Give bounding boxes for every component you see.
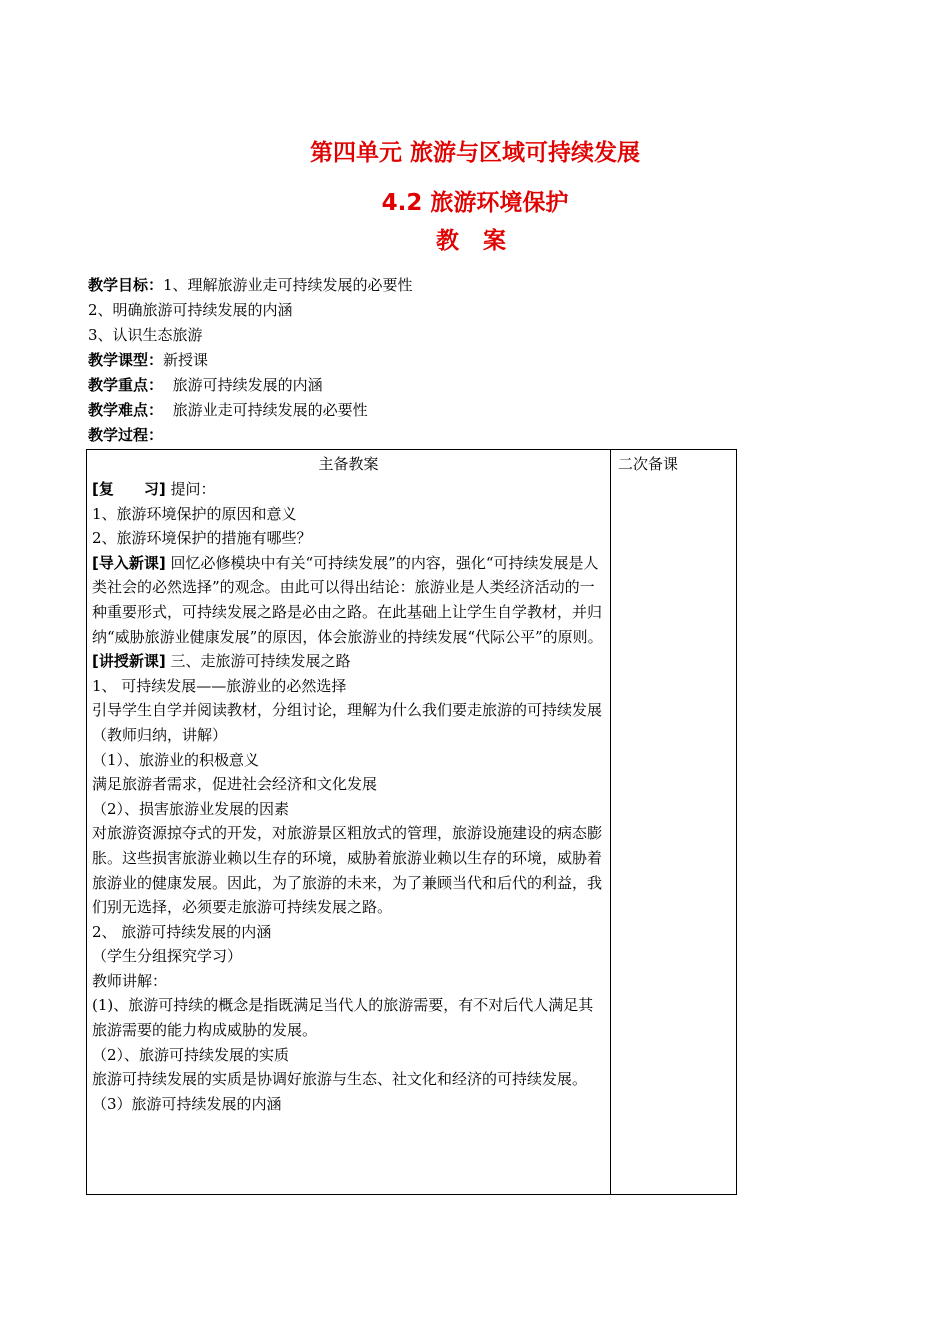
objective-1: 1、理解旅游业走可持续发展的必要性 <box>163 276 413 294</box>
lecture-tag: [讲授新课] <box>92 652 166 671</box>
objective-2: 2、明确旅游可持续发展的内涵 <box>88 301 293 319</box>
section-1-note: （教师归纳，讲解） <box>92 725 228 744</box>
section-2-note: （学生分组探究学习） <box>92 947 243 966</box>
lesson-type-line <box>88 348 208 373</box>
key-point-line <box>88 373 323 398</box>
column-divider <box>610 450 611 1194</box>
review-text: 提问： <box>170 480 216 498</box>
review-tag: [复 习] <box>92 480 166 498</box>
review-question-2: 2、旅游环境保护的措施有哪些？ <box>92 529 312 548</box>
difficulty-label: 教学难点： <box>88 401 164 419</box>
intro-tag: [导入新课] <box>92 553 166 572</box>
objectives-line <box>88 273 413 298</box>
lecture-text: 三、走旅游可持续发展之路 <box>170 652 351 671</box>
intro-paragraph <box>92 551 604 649</box>
unit-title: 第四单元 旅游与区域可持续发展 <box>309 140 640 166</box>
section-2-title: 2、 旅游可持续发展的内涵 <box>92 922 272 941</box>
section-1-point-1-title: （1）、旅游业的积极意义 <box>92 750 260 769</box>
secondary-plan-header: 二次备课 <box>618 455 679 473</box>
doc-type-title: 教 案 <box>435 228 514 254</box>
type-value: 新授课 <box>163 351 209 369</box>
lecture-line <box>92 649 604 674</box>
section-2-point-1: (1)、旅游可持续的概念是指既满足当代人的旅游需要，有不对后代人满足其旅游需要的能力构成威胁的发展。 <box>92 996 594 1040</box>
lesson-title: 4.2 旅游环境保护 <box>381 190 569 216</box>
difficulty-value: 旅游业走可持续发展的必要性 <box>172 401 368 419</box>
main-plan-header: 主备教案 <box>318 455 379 473</box>
lesson-plan-table <box>86 449 737 1195</box>
key-label: 教学重点： <box>88 376 164 394</box>
process-label: 教学过程： <box>88 426 164 444</box>
section-2-point-2-text: 旅游可持续发展的实质是协调好旅游与生态、社文化和经济的可持续发展。 <box>92 1070 588 1089</box>
section-2-teacher: 教师讲解： <box>92 971 168 990</box>
review-line <box>92 477 604 502</box>
section-1-title: 1、 可持续发展——旅游业的必然选择 <box>92 676 347 695</box>
section-1-point-1-text: 满足旅游者需求，促进社会经济和文化发展 <box>92 775 378 794</box>
main-plan-content <box>92 477 604 1116</box>
section-1-point-2-text: 对旅游资源掠夺式的开发，对旅游景区粗放式的管理，旅游设施建设的病态膨胀。这些损害旅游业赖以生存的环境，威胁着旅游业赖以生存的环境，威胁着旅游业的健康发展。因此，为了旅游的未来，为了兼顾当代和后代的利益，我们别无选择，必须要走旅游可持续发展之路。 <box>92 824 603 917</box>
section-2-point-3-title: （3）旅游可持续发展的内涵 <box>92 1094 282 1113</box>
objectives-label: 教学目标： <box>88 276 164 294</box>
objective-3: 3、认识生态旅游 <box>88 326 203 344</box>
section-1-guide: 引导学生自学并阅读教材，分组讨论，理解为什么我们要走旅游的可持续发展 <box>92 701 603 720</box>
section-1-point-2-title: （2）、损害旅游业发展的因素 <box>92 799 290 818</box>
key-value: 旅游可持续发展的内涵 <box>172 376 323 394</box>
type-label: 教学课型： <box>88 351 164 369</box>
review-question-1: 1、旅游环境保护的原因和意义 <box>92 504 297 523</box>
process-line <box>88 423 163 448</box>
intro-text: 回忆必修模块中有关“可持续发展”的内容，强化“可持续发展是人类社会的必然选择”的观念。由此可以得出结论：旅游业是人类经济活动的一种重要形式，可持续发展之路是必由之路。在此基础上让学生自学教材，并归纳“威胁旅游业健康发展”的原因，体会旅游业的持续发展“代际公平”的原则。 <box>92 553 603 646</box>
section-2-point-2-title: （2）、旅游可持续发展的实质 <box>92 1045 290 1064</box>
difficulty-line <box>88 398 368 423</box>
